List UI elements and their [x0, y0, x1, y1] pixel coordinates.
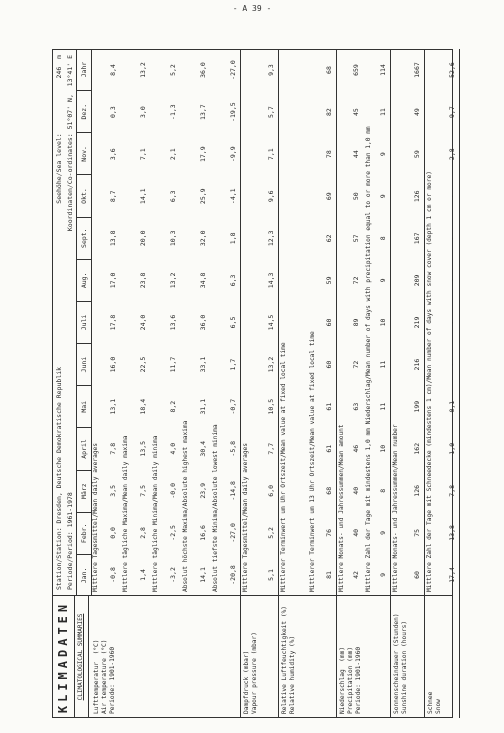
value-cell: 167 [413, 232, 421, 245]
value-cell: 11 [379, 402, 387, 411]
value-cell: 7,8 [109, 442, 117, 455]
value-cell: 17,9 [199, 146, 207, 163]
month-header: Aug. [77, 259, 91, 301]
value-cell: 17,8 [109, 314, 117, 331]
value-cell: 24,0 [139, 314, 147, 331]
values-row [379, 49, 388, 596]
value-cell: 1,4 [139, 569, 147, 581]
value-cell: 10,5 [267, 398, 275, 415]
value-cell: 75 [413, 528, 421, 537]
section-caption: Mittlere Monats- und Jahressummen/Mean amount [338, 424, 345, 592]
value-cell [296, 217, 305, 259]
section-caption: Mittlere Monats- und Jahressummen/Mean number [392, 424, 399, 592]
value-cell: 7,1 [267, 148, 275, 161]
month-header: April [77, 427, 91, 469]
block-label-cell [278, 596, 337, 718]
value-cell: 82 [325, 108, 333, 117]
value-cell: 6,5 [229, 316, 237, 329]
value-cell: -20,8 [229, 565, 237, 585]
value-cell: - [448, 194, 456, 199]
block-label-cell [336, 596, 391, 718]
value-cell: 23,9 [199, 482, 207, 499]
data-section [307, 49, 337, 596]
value-cell: 7,8 [448, 484, 456, 497]
value-cell: -5,8 [229, 440, 237, 457]
block-label: Sonnenscheindauer (Stunden) Sunshine duration (hours) [393, 613, 408, 714]
month-header: März [77, 470, 91, 512]
value-cell: 50 [352, 192, 360, 201]
value-cell: 36,0 [199, 62, 207, 78]
month-header: Juni [77, 343, 91, 385]
value-cell: 10 [379, 318, 387, 327]
block-label: Relative Luftfeuchtigkeit (%) Relative humidity (%) [281, 605, 296, 714]
value-cell: 61 [325, 444, 333, 453]
table-title: KLIMADATEN [52, 595, 75, 718]
value-cell: 18,4 [139, 398, 147, 415]
value-cell: - [448, 362, 456, 367]
value-cell: 6,3 [169, 190, 177, 203]
value-cell: 9,3 [267, 64, 275, 76]
value-cell [296, 301, 305, 343]
month-header: Jahr [80, 61, 88, 78]
section-caption: Mittlere Tagesmittel/Mean daily averages [92, 442, 99, 592]
value-cell: 34,8 [199, 272, 207, 289]
value-cell: 8 [379, 488, 387, 493]
value-cell [296, 133, 305, 175]
value-cell: 13,1 [109, 398, 117, 415]
value-cell: 14,3 [267, 272, 275, 289]
section-caption: Mittlere Zahl der Tage mit mindestens 1,0 mm Niederschlag/Mean number of days with precipitation equal to or more than 1,0 mm [365, 126, 372, 592]
month-header: Nov. [77, 132, 91, 174]
value-cell: 0,0 [109, 527, 117, 539]
value-cell: 23,8 [139, 272, 147, 289]
value-cell: 13,8 [109, 230, 117, 247]
climate-table [52, 49, 456, 718]
data-section [336, 49, 363, 596]
value-cell: 61 [325, 402, 333, 411]
value-cell: 126 [413, 190, 421, 203]
value-cell: 40 [352, 528, 360, 537]
value-cell: 2,1 [169, 148, 177, 161]
value-cell: 60 [413, 571, 421, 579]
value-cell: -0,0 [169, 482, 177, 499]
value-cell: -19,5 [229, 102, 237, 122]
value-cell: 5,1 [267, 569, 275, 581]
value-cell: 14,1 [199, 567, 207, 583]
value-cell: -0,8 [109, 567, 117, 583]
value-cell: 1,8 [229, 232, 237, 245]
block-label-cell [90, 596, 241, 718]
value-cell: 9,7 [448, 106, 456, 118]
value-cell [296, 470, 305, 512]
value-cell: 14,1 [139, 188, 147, 205]
value-cell: 31,1 [199, 398, 207, 415]
value-cell: 52,6 [448, 62, 456, 78]
block-label-cell [390, 596, 425, 718]
month-header: Sept. [77, 217, 91, 259]
value-cell: 68 [325, 486, 333, 495]
block-label-cell [424, 596, 460, 718]
value-cell: 11 [379, 360, 387, 369]
value-cell: 16,0 [109, 356, 117, 373]
data-section [240, 49, 279, 596]
value-cell: 659 [352, 64, 360, 76]
data-section [180, 49, 210, 596]
value-cell: 14,5 [267, 314, 275, 331]
value-cell: 126 [413, 484, 421, 497]
data-section [390, 49, 425, 596]
value-cell [296, 91, 305, 133]
value-cell: - [448, 278, 456, 283]
value-cell: 49 [413, 108, 421, 117]
block-label-cell [240, 596, 279, 718]
value-cell: 72 [352, 276, 360, 285]
value-cell: 81 [325, 571, 333, 579]
value-cell: 12,3 [267, 230, 275, 247]
value-cell: 114 [379, 64, 387, 76]
value-cell: 57 [352, 234, 360, 243]
data-section [120, 49, 150, 596]
value-cell: -27,0 [229, 60, 237, 80]
value-cell: -4,1 [229, 188, 237, 205]
value-cell: -14,8 [229, 481, 237, 501]
value-cell: 7,5 [139, 484, 147, 497]
value-cell: 44 [352, 150, 360, 159]
value-cell: 5,2 [169, 64, 177, 76]
value-cell: -9,9 [229, 146, 237, 163]
section-caption: Mittlere Zahl der Tage mit Schneedecke (mindestens 1 cm)/Mean number of days with snow cover (depth 1 cm or more) [426, 171, 433, 592]
value-cell: 0,1 [448, 400, 456, 413]
value-cell: 33,1 [199, 356, 207, 373]
values-row [229, 49, 238, 596]
value-cell: 13,5 [139, 440, 147, 457]
month-header: Okt. [77, 174, 91, 216]
values-row [325, 49, 334, 596]
values-row [169, 49, 178, 596]
value-cell: 8,2 [169, 400, 177, 413]
value-cell: -1,3 [169, 104, 177, 120]
value-cell: 30,4 [199, 440, 207, 457]
value-cell: -2,5 [169, 525, 177, 541]
period-label: Periode/Period: 1961-1978 [66, 492, 74, 590]
value-cell: 78 [325, 150, 333, 159]
data-section [363, 49, 391, 596]
month-header: Dez. [77, 90, 91, 132]
value-cell: 3,6 [109, 148, 117, 161]
value-cell [296, 386, 305, 428]
month-header: Jan. [77, 554, 91, 596]
section-caption: Mittlere tägliche Minima/Mean daily minima [152, 435, 159, 592]
value-cell: -27,0 [229, 523, 237, 543]
value-cell: 10 [379, 444, 387, 453]
block-label: Schnee Snow [427, 691, 442, 714]
value-cell: 32,0 [199, 230, 207, 247]
value-cell: 0,3 [109, 106, 117, 118]
value-cell: 62 [325, 234, 333, 243]
value-cell: 1,7 [229, 358, 237, 371]
value-cell: 13,2 [169, 272, 177, 289]
value-cell: 9 [379, 152, 387, 157]
value-cell: 7,7 [267, 442, 275, 455]
value-cell: 60 [325, 360, 333, 369]
values-row [296, 49, 305, 596]
block-label: Lufttemperatur (°C) Air temperature (°C) Periode: 1901-1960 [93, 639, 116, 714]
value-cell: 2,8 [139, 527, 147, 539]
value-cell: 216 [413, 358, 421, 371]
value-cell: 11,7 [169, 356, 177, 373]
value-cell [296, 554, 305, 596]
value-cell: - [448, 320, 456, 325]
value-cell: 9 [379, 194, 387, 199]
value-cell: 10,3 [169, 230, 177, 247]
value-cell: 40 [352, 486, 360, 495]
label-column [88, 595, 453, 718]
value-cell: 8 [379, 236, 387, 241]
value-cell: 59 [413, 150, 421, 159]
value-cell: 76 [325, 528, 333, 537]
value-cell: 6,3 [229, 274, 237, 287]
page-number: - A 39 - [232, 4, 272, 13]
value-cell: 13,6 [169, 314, 177, 331]
values-row [139, 49, 148, 596]
value-cell: 8,7 [109, 190, 117, 203]
value-cell: 60 [325, 318, 333, 327]
values-row [267, 49, 276, 596]
block-label: Niederschlag (mm) Precipitation (mm) Periode: 1901-1960 [339, 646, 362, 714]
value-cell: 69 [325, 192, 333, 201]
value-cell [296, 428, 305, 470]
data-section [278, 49, 307, 596]
value-cell: 209 [413, 274, 421, 287]
value-cell: 9 [379, 530, 387, 535]
value-cell: 1,0 [448, 442, 456, 455]
value-cell: 7,1 [139, 148, 147, 161]
value-cell: 68 [325, 66, 333, 74]
value-cell: 9,6 [267, 190, 275, 203]
values-row [352, 49, 361, 596]
data-section [150, 49, 180, 596]
value-cell: 5,2 [267, 527, 275, 539]
value-cell: 9 [379, 278, 387, 283]
value-cell: 6,0 [267, 484, 275, 497]
value-cell [296, 259, 305, 301]
section-caption: Mittlerer Terminwert um 13 Uhr Ortszeit/Mean value at fixed local time [309, 331, 316, 592]
section-caption: Absolut tiefste Minima/Absolute lowest minima [212, 424, 219, 592]
value-cell: - [448, 236, 456, 241]
value-cell: 13,2 [139, 62, 147, 78]
value-cell: 42 [352, 571, 360, 579]
data-section [210, 49, 241, 596]
value-cell: 16,6 [199, 525, 207, 541]
value-cell: 162 [413, 442, 421, 455]
value-cell: 8,4 [109, 64, 117, 76]
value-cell: 3,5 [109, 484, 117, 497]
value-cell: 1667 [413, 62, 421, 78]
value-cell: 219 [413, 316, 421, 329]
value-cell: 5,7 [267, 106, 275, 118]
value-cell: -0,7 [229, 398, 237, 415]
value-cell [296, 512, 305, 554]
value-cell: 20,0 [139, 230, 147, 247]
coordinates-label: Koordinaten/Co-ordinates: 51°07' N, 13°41' E [66, 55, 74, 232]
values-row [413, 49, 422, 596]
section-caption: Mittlere Tagesmittel/Mean daily averages [242, 442, 249, 592]
value-cell [296, 49, 305, 91]
value-cell: 72 [352, 360, 360, 369]
value-cell: -3,2 [169, 567, 177, 583]
month-header: Mai [77, 385, 91, 427]
value-cell: 45 [352, 108, 360, 117]
value-cell: 17,4 [448, 567, 456, 583]
value-cell: 63 [352, 402, 360, 411]
table-subtitle: CLIMATOLOGICAL SUMMARIES [74, 595, 89, 718]
value-cell [296, 175, 305, 217]
value-cell [296, 344, 305, 386]
value-cell: 25,9 [199, 188, 207, 205]
values-row [199, 49, 208, 596]
data-section [90, 49, 120, 596]
value-cell: 199 [413, 400, 421, 413]
value-cell: 17,0 [109, 272, 117, 289]
data-section [424, 49, 460, 596]
section-caption: Mittlerer Terminwert um Uhr Ortszeit/Mean value at fixed local time [280, 342, 287, 592]
value-cell: 3,0 [139, 106, 147, 118]
month-header: Febr. [77, 512, 91, 554]
value-cell: 9 [379, 573, 387, 577]
block-label: Dampfdruck (mbar) Vapour pressure (mbar) [243, 632, 258, 714]
elevation-label: Seehöhe/Sea level: 246 m [55, 55, 63, 204]
value-cell: 59 [325, 276, 333, 285]
values-row [109, 49, 118, 596]
value-cell: 4,0 [169, 442, 177, 455]
values-row [448, 49, 457, 596]
value-cell: 46 [352, 444, 360, 453]
value-cell: 36,0 [199, 314, 207, 331]
value-cell: 13,8 [448, 525, 456, 541]
value-cell: 11 [379, 108, 387, 117]
value-cell: 13,7 [199, 104, 207, 120]
value-cell: 22,5 [139, 356, 147, 373]
value-cell: 2,8 [448, 148, 456, 161]
station-label: Station/Station: Dresden, Deutsche Demokratische Republik [55, 366, 63, 590]
section-caption: Absolut höchste Maxima/Absolute highest maxima [182, 420, 189, 592]
month-header: Juli [77, 301, 91, 343]
value-cell: 89 [352, 318, 360, 327]
value-cell: 13,2 [267, 356, 275, 373]
section-caption: Mittlere tägliche Maxima/Mean daily maxima [122, 435, 129, 592]
